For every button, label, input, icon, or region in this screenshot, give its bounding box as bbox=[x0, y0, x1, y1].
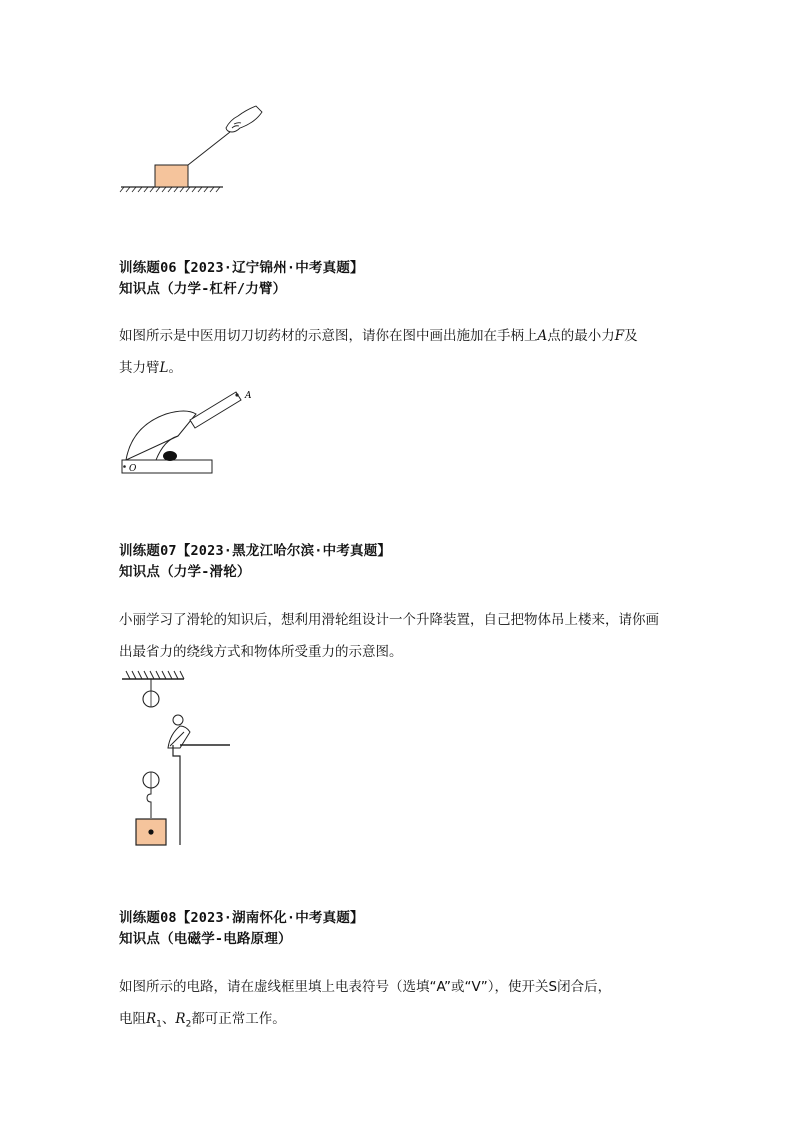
rope bbox=[188, 132, 230, 165]
building-wall bbox=[173, 745, 180, 845]
q06-topic: 知识点（力学-杠杆/力臂） bbox=[119, 281, 287, 297]
q08-title: 训练题08【2023·湖南怀化·中考真题】 bbox=[119, 910, 364, 926]
label-O: O bbox=[129, 464, 137, 474]
label-A: A bbox=[245, 391, 252, 401]
q07-paragraph-line1: 小丽学习了滑轮的知识后，想利用滑轮组设计一个升降装置，自己把物体吊上楼来，请你画 bbox=[119, 612, 659, 628]
block bbox=[155, 165, 188, 187]
hand-icon bbox=[226, 106, 262, 132]
q07-topic: 知识点（力学-滑轮） bbox=[119, 564, 251, 580]
figure-herb-cutter bbox=[118, 386, 263, 478]
q07-paragraph-line2: 出最省力的绕线方式和物体所受重力的示意图。 bbox=[119, 644, 403, 660]
q08-paragraph-line1: 如图所示的电路，请在虚线框里填上电表符号（选填“A”或“V”），使开关S闭合后， bbox=[119, 979, 612, 995]
q08-topic: 知识点（电磁学-电路原理） bbox=[119, 931, 292, 947]
figure-pulley-system bbox=[118, 668, 238, 850]
figure-block-pulled-by-hand bbox=[118, 98, 268, 198]
q06-paragraph-line1: 如图所示是中医用切刀切药材的示意图，请你在图中画出施加在手柄上A点的最小力F及 bbox=[119, 328, 638, 344]
q07-title: 训练题07【2023·黑龙江哈尔滨·中考真题】 bbox=[119, 543, 392, 559]
q08-paragraph-line2: 电阻$R_1$、$R_2$都可正常工作。 bbox=[119, 1011, 286, 1030]
person-head bbox=[173, 715, 183, 725]
knife-handle bbox=[190, 392, 241, 428]
herb bbox=[163, 451, 177, 461]
q06-title: 训练题06【2023·辽宁锦州·中考真题】 bbox=[119, 260, 364, 276]
knife-blade bbox=[126, 411, 196, 460]
q06-paragraph-line2: 其力臂L。 bbox=[119, 360, 182, 376]
